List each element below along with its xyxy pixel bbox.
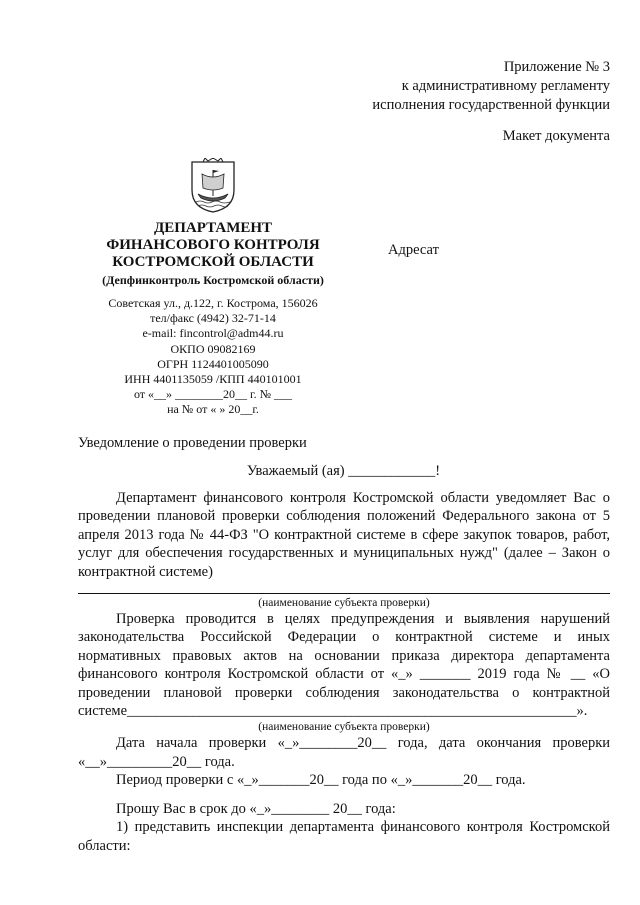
subject-caption-1: (наименование субъекта проверки) [258, 597, 430, 610]
appendix-header [280, 58, 610, 115]
paragraph-period: Период проверки с «_»_______20__ года по «_»_______20__ года. [116, 772, 526, 789]
department-block [78, 220, 348, 418]
reference-number-line: на № от « » 20__г. [167, 402, 259, 417]
document-template-label: Макет документа [502, 128, 610, 144]
spacer [78, 790, 610, 800]
appendix-line-2: к административному регламенту [401, 78, 610, 94]
paragraph-notification: Департамент финансового контроля Костромской области уведомляет Вас о проведении плановой проверки соблюдения положений Федерального закона от 5 апреля 2013 года № 44-ФЗ "О контрактной системе в сфере закупок товаров, работ, услуг для обеспечения государственных и муниципальных нужд" (далее – Закон о контрактной системе) [78, 490, 610, 580]
document-body [78, 489, 610, 855]
notice-title: Уведомление о проведении проверки [78, 435, 307, 451]
department-inn: ИНН 4401135059 /КПП 440101001 [124, 372, 302, 387]
outgoing-number-line: от «__» ________20__ г. № ___ [133, 387, 293, 402]
subject-blank-line [78, 581, 610, 594]
department-title-line-2: ФИНАНСОВОГО КОНТРОЛЯ [106, 237, 320, 253]
appendix-line-1: Приложение № 3 [503, 59, 610, 75]
department-address: Советская ул., д.122, г. Кострома, 156026 [108, 296, 318, 310]
paragraph-request: Прошу Вас в срок до «_»________ 20__ года: [116, 800, 396, 817]
department-email: e-mail: fincontrol@adm44.ru [142, 326, 284, 341]
department-title-line-3: КОСТРОМСКОЙ ОБЛАСТИ [112, 254, 314, 270]
appendix-line-3: исполнения государственной функции [372, 97, 610, 113]
department-contacts [78, 296, 348, 418]
kostroma-coat-of-arms-icon [188, 158, 238, 214]
subject-caption-2: (наименование субъекта проверки) [258, 721, 430, 734]
paragraph-item-1: 1) представить инспекции департамента финансового контроля Костромской области: [78, 819, 610, 854]
paragraph-dates: Дата начала проверки «_»________20__ года, дата окончания проверки «__»_________20__ года. [78, 735, 610, 770]
department-ogrn: ОГРН 1124401005090 [157, 356, 269, 371]
department-phone: тел/факс (4942) 32-71-14 [150, 311, 276, 326]
department-okpo: ОКПО 09082169 [170, 341, 256, 356]
department-short-name: (Депфинконтроль Костромской области) [102, 273, 324, 287]
paragraph-purpose: Проверка проводится в целях предупреждения и выявления нарушений законодательства Российской Федерации о контрактной системе и иных нормативных правовых актов на основании приказа директора департамента финансового контроля Костромской области от «_» _______ 2019 года № __ «О проведении плановой проверки соблюдения законодательства о контрактной системе______________________________________________________________». [78, 611, 610, 720]
greeting-line: Уважаемый (ая) ____________! [246, 463, 441, 479]
department-title-line-1: ДЕПАРТАМЕНТ [153, 220, 273, 236]
addressee-label: Адресат [388, 242, 439, 258]
